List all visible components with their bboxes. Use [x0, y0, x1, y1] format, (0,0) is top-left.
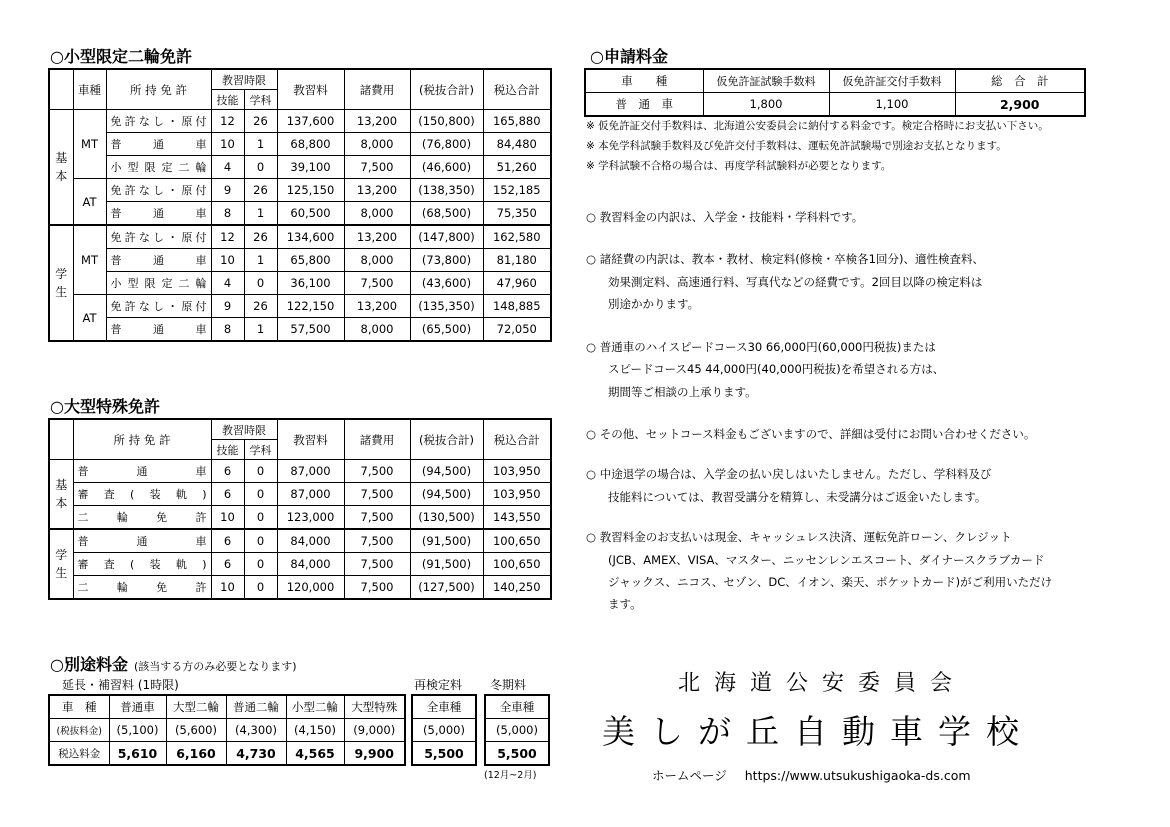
theory-hours: 1: [244, 133, 277, 156]
info-paragraph: [586, 206, 1146, 228]
pretax-total: (76,800): [410, 133, 483, 156]
theory-hours: 0: [244, 483, 277, 506]
table-row: [49, 529, 551, 553]
theory-hours: 1: [244, 318, 277, 342]
recheck-fee-table: [411, 694, 477, 766]
table-row: [49, 225, 551, 249]
theory-hours: 0: [244, 576, 277, 600]
total-with-tax: 84,480: [483, 133, 551, 156]
table-row: [49, 318, 551, 342]
misc-fees: 7,500: [344, 483, 410, 506]
header-misc: 諸費用: [344, 419, 410, 460]
tuition: 137,600: [277, 110, 344, 133]
skill-hours: 12: [211, 225, 244, 249]
tuition: 65,800: [277, 249, 344, 272]
tuition: 87,000: [277, 483, 344, 506]
pretax-total: (127,500): [410, 576, 483, 600]
skill-hours: 6: [211, 553, 244, 576]
header-hours: 教習時限: [211, 69, 277, 90]
total-value: 5,610: [109, 742, 166, 766]
info-line: ○ 普通車のハイスピードコース30 66,000円(60,000円税抜)または: [586, 339, 936, 354]
info-paragraph: [586, 526, 1146, 616]
total-with-tax: 148,885: [483, 295, 551, 318]
skill-hours: 6: [211, 529, 244, 553]
theory-hours: 0: [244, 506, 277, 530]
pretax-total: (150,800): [410, 110, 483, 133]
col-header: 大型二輪: [166, 695, 226, 719]
skill-hours: 10: [211, 249, 244, 272]
total-with-tax: 143,550: [483, 506, 551, 530]
table-row: [49, 179, 551, 202]
pretax-total: (43,600): [410, 272, 483, 295]
table-row: [49, 295, 551, 318]
total-with-tax: 140,250: [483, 576, 551, 600]
info-paragraph: [586, 248, 1146, 315]
large-special-fee-table: [48, 418, 552, 600]
homepage: [652, 766, 971, 784]
recheck-label: 再検定料: [414, 678, 463, 692]
homepage-label: ホームページ: [652, 768, 727, 783]
total-with-tax: 103,950: [483, 483, 551, 506]
apply-issue-fee: 1,100: [829, 93, 955, 117]
table-row: [49, 506, 551, 530]
vehicle-header: 車 種: [49, 695, 109, 719]
skill-hours: 12: [211, 110, 244, 133]
group-label: 学 生: [49, 225, 73, 341]
misc-fees: 8,000: [344, 249, 410, 272]
table-row: [49, 553, 551, 576]
tuition: 68,800: [277, 133, 344, 156]
apply-total: 2,900: [955, 93, 1085, 117]
winter-pretax: (5,000): [485, 719, 549, 742]
total-with-tax: 100,650: [483, 529, 551, 553]
table-row: [49, 460, 551, 483]
theory-hours: 26: [244, 225, 277, 249]
tuition: 84,000: [277, 553, 344, 576]
col-header: 普通二輪: [226, 695, 286, 719]
header-pretax: (税抜合計): [410, 419, 483, 460]
tuition: 60,500: [277, 202, 344, 226]
license-type: 審査(装軌): [73, 483, 211, 506]
theory-hours: 0: [244, 272, 277, 295]
skill-hours: 10: [211, 506, 244, 530]
table-row: [49, 156, 551, 179]
table-row: [49, 110, 551, 133]
tuition: 87,000: [277, 460, 344, 483]
misc-fees: 8,000: [344, 133, 410, 156]
header-license: 所 持 免 許: [106, 69, 211, 110]
info-line: 技能料については、教習受講分を精算し、未受講分はご返金いたします。: [608, 489, 987, 504]
tuition: 125,150: [277, 179, 344, 202]
table-row: [49, 483, 551, 506]
theory-hours: 0: [244, 460, 277, 483]
total-with-tax: 51,260: [483, 156, 551, 179]
info-line: ○ その他、セットコース料金もございますので、詳細は受付にお問い合わせください。: [586, 426, 1036, 441]
license-type: 免許なし・原付: [106, 225, 211, 249]
license-type: 普通車: [106, 202, 211, 226]
pretax-total: (73,800): [410, 249, 483, 272]
license-type: 小型限定二輪: [106, 156, 211, 179]
header-pretax: (税抜合計): [410, 69, 483, 110]
tuition: 122,150: [277, 295, 344, 318]
misc-fees: 7,500: [344, 529, 410, 553]
school-name: 美しが丘自動車学校: [602, 712, 1034, 751]
application-fee-table: [584, 68, 1086, 117]
misc-fees: 7,500: [344, 272, 410, 295]
table-row: [49, 249, 551, 272]
total-value: 4,565: [286, 742, 344, 766]
apply-header: 総 合 計: [955, 69, 1085, 93]
skill-hours: 9: [211, 295, 244, 318]
header-skill: 技能: [211, 90, 244, 110]
info-line: 効果測定料、高速通行料、写真代などの経費です。2回目以降の検定料は: [608, 274, 983, 289]
recheck-total: 5,500: [412, 742, 476, 766]
tuition: 134,600: [277, 225, 344, 249]
tuition: 57,500: [277, 318, 344, 342]
total-with-tax: 100,650: [483, 553, 551, 576]
misc-fees: 13,200: [344, 225, 410, 249]
total-value: 6,160: [166, 742, 226, 766]
info-line: ○ 諸経費の内訳は、教本・教材、検定料(修検・卒検各1回分)、適性検査料、: [586, 252, 984, 267]
small-moto-title: ○小型限定二輪免許: [50, 47, 192, 66]
pretax-total: (135,350): [410, 295, 483, 318]
theory-hours: 1: [244, 202, 277, 226]
col-header: 普通車: [109, 695, 166, 719]
table-row: [49, 202, 551, 226]
pretax-total: (91,500): [410, 529, 483, 553]
misc-fees: 8,000: [344, 318, 410, 342]
tuition: 120,000: [277, 576, 344, 600]
misc-fees: 7,500: [344, 553, 410, 576]
license-type: 審査(装軌): [73, 553, 211, 576]
info-line: ○ 教習料金の内訳は、入学金・技能料・学科料です。: [586, 210, 864, 224]
winter-all: 全車種: [485, 695, 549, 719]
header-total: 税込合計: [483, 419, 551, 460]
misc-fees: 7,500: [344, 576, 410, 600]
tuition: 39,100: [277, 156, 344, 179]
info-line: ます。: [608, 597, 642, 612]
total-with-tax: 165,880: [483, 110, 551, 133]
extension-fee-table: [48, 694, 406, 766]
header-misc: 諸費用: [344, 69, 410, 110]
table-row: [49, 133, 551, 156]
note-line: ※ 仮免許証交付手数料は、北海道公安委員会に納付する料金です。検定合格時にお支払い下さい。: [586, 120, 1049, 132]
total-value: 9,900: [344, 742, 405, 766]
extension-label: 延長・補習料 (1時限): [62, 678, 179, 692]
recheck-pretax: (5,000): [412, 719, 476, 742]
apply-test-fee: 1,800: [703, 93, 829, 117]
pretax-value: (5,100): [109, 719, 166, 742]
license-type: 二輪免許: [73, 576, 211, 600]
skill-hours: 4: [211, 156, 244, 179]
license-type: 普通車: [73, 529, 211, 553]
info-section: [586, 206, 1146, 616]
license-type: 普通車: [106, 249, 211, 272]
total-with-tax: 75,350: [483, 202, 551, 226]
pretax-total: (94,500): [410, 483, 483, 506]
total-with-tax: 152,185: [483, 179, 551, 202]
header-blank: [49, 419, 73, 460]
misc-fees: 7,500: [344, 506, 410, 530]
total-with-tax: 72,050: [483, 318, 551, 342]
info-line: ○ 教習料金のお支払いは現金、キャッシュレス決済、運転免許ローン、クレジット: [586, 530, 1012, 545]
header-blank: [49, 69, 73, 110]
group-label: 基 本: [49, 460, 73, 530]
pretax-total: (138,350): [410, 179, 483, 202]
apply-header: 車 種: [585, 69, 703, 93]
header-skill: 技能: [211, 440, 244, 460]
total-with-tax: 103,950: [483, 460, 551, 483]
info-paragraph: [586, 336, 1146, 403]
total-label: 税込料金: [49, 742, 109, 766]
pretax-value: (5,600): [166, 719, 226, 742]
apply-header: 仮免許証交付手数料: [829, 69, 955, 93]
misc-fees: 13,200: [344, 295, 410, 318]
winter-label: 冬期料: [490, 678, 527, 692]
tuition: 36,100: [277, 272, 344, 295]
total-with-tax: 81,180: [483, 249, 551, 272]
table-row: [49, 576, 551, 600]
small-moto-fee-table: [48, 68, 552, 342]
pretax-value: (9,000): [344, 719, 405, 742]
header-tuition: 教習料: [277, 419, 344, 460]
license-type: 普通車: [73, 460, 211, 483]
skill-hours: 10: [211, 133, 244, 156]
info-line: スピードコース45 44,000円(40,000円税抜)を希望される方は、: [608, 362, 945, 377]
info-paragraph: [586, 463, 1146, 508]
license-type: 免許なし・原付: [106, 295, 211, 318]
recheck-all: 全車種: [412, 695, 476, 719]
extra-fee-title: ○別途料金 (該当する方のみ必要となります): [50, 655, 297, 674]
theory-hours: 26: [244, 179, 277, 202]
winter-period: (12月~2月): [484, 770, 537, 781]
group-label: 学 生: [49, 529, 73, 599]
pretax-label: (税抜料金): [49, 719, 109, 742]
winter-total: 5,500: [485, 742, 549, 766]
apply-vehicle: 普 通 車: [585, 93, 703, 117]
theory-hours: 26: [244, 110, 277, 133]
extra-fee-subtitle: (該当する方のみ必要となります): [133, 660, 297, 673]
winter-fee-table: [484, 694, 550, 766]
info-line: ○ 中途退学の場合は、入学金の払い戻しはいたしません。ただし、学科料及び: [586, 467, 992, 482]
skill-hours: 10: [211, 576, 244, 600]
pretax-value: (4,300): [226, 719, 286, 742]
pretax-total: (130,500): [410, 506, 483, 530]
vehicle-type: MT: [73, 225, 106, 295]
skill-hours: 8: [211, 318, 244, 342]
misc-fees: 13,200: [344, 110, 410, 133]
info-line: 別途かかります。: [608, 297, 700, 312]
total-with-tax: 47,960: [483, 272, 551, 295]
theory-hours: 0: [244, 156, 277, 179]
table-row: [49, 272, 551, 295]
misc-fees: 8,000: [344, 202, 410, 226]
license-type: 小型限定二輪: [106, 272, 211, 295]
header-theory: 学科: [244, 90, 277, 110]
info-line: ジャックス、ニコス、セゾン、DC、イオン、楽天、ポケットカード)がご利用いただけ: [608, 575, 1053, 590]
apply-header: 仮免許証試験手数料: [703, 69, 829, 93]
vehicle-type: AT: [73, 295, 106, 342]
vehicle-type: MT: [73, 110, 106, 179]
note-line: ※ 本免学科試験手数料及び免許交付手数料は、運転免許試験場で別途お支払となります。: [586, 139, 1007, 152]
header-hours: 教習時限: [211, 419, 277, 440]
group-label: 基 本: [49, 110, 73, 226]
col-header: 大型特殊: [344, 695, 405, 719]
info-line: 期間等ご相談の上承ります。: [608, 384, 757, 399]
note-line: ※ 学科試験不合格の場合は、再度学科試験料が必要となります。: [586, 159, 892, 172]
vehicle-type: AT: [73, 179, 106, 226]
misc-fees: 7,500: [344, 156, 410, 179]
header-vehicle: 車種: [73, 69, 106, 110]
misc-fees: 13,200: [344, 179, 410, 202]
theory-hours: 26: [244, 295, 277, 318]
skill-hours: 9: [211, 179, 244, 202]
pretax-total: (94,500): [410, 460, 483, 483]
info-line: (JCB、AMEX、VISA、マスター、ニッセンレンエスコート、ダイナースクラブカード: [608, 552, 1045, 567]
theory-hours: 0: [244, 553, 277, 576]
pretax-total: (147,800): [410, 225, 483, 249]
misc-fees: 7,500: [344, 460, 410, 483]
theory-hours: 0: [244, 529, 277, 553]
header-theory: 学科: [244, 440, 277, 460]
pretax-total: (68,500): [410, 202, 483, 226]
license-type: 普通車: [106, 318, 211, 342]
application-notes: [586, 117, 1146, 177]
pretax-total: (65,500): [410, 318, 483, 342]
header-total: 税込合計: [483, 69, 551, 110]
license-type: 免許なし・原付: [106, 179, 211, 202]
skill-hours: 4: [211, 272, 244, 295]
pretax-value: (4,150): [286, 719, 344, 742]
header-license: 所 持 免 許: [73, 419, 211, 460]
license-type: 普通車: [106, 133, 211, 156]
application-fee-title: ○申請料金: [590, 47, 668, 66]
header-tuition: 教習料: [277, 69, 344, 110]
organization-name: 北海道公安委員会: [678, 671, 967, 696]
theory-hours: 1: [244, 249, 277, 272]
total-with-tax: 162,580: [483, 225, 551, 249]
pretax-total: (46,600): [410, 156, 483, 179]
skill-hours: 6: [211, 483, 244, 506]
tuition: 84,000: [277, 529, 344, 553]
license-type: 免許なし・原付: [106, 110, 211, 133]
pretax-total: (91,500): [410, 553, 483, 576]
col-header: 小型二輪: [286, 695, 344, 719]
tuition: 123,000: [277, 506, 344, 530]
skill-hours: 8: [211, 202, 244, 226]
total-value: 4,730: [226, 742, 286, 766]
homepage-link[interactable]: https://www.utsukushigaoka-ds.com: [744, 768, 971, 783]
large-special-title: ○大型特殊免許: [50, 397, 160, 416]
skill-hours: 6: [211, 460, 244, 483]
license-type: 二輪免許: [73, 506, 211, 530]
info-paragraph: [586, 423, 1146, 445]
